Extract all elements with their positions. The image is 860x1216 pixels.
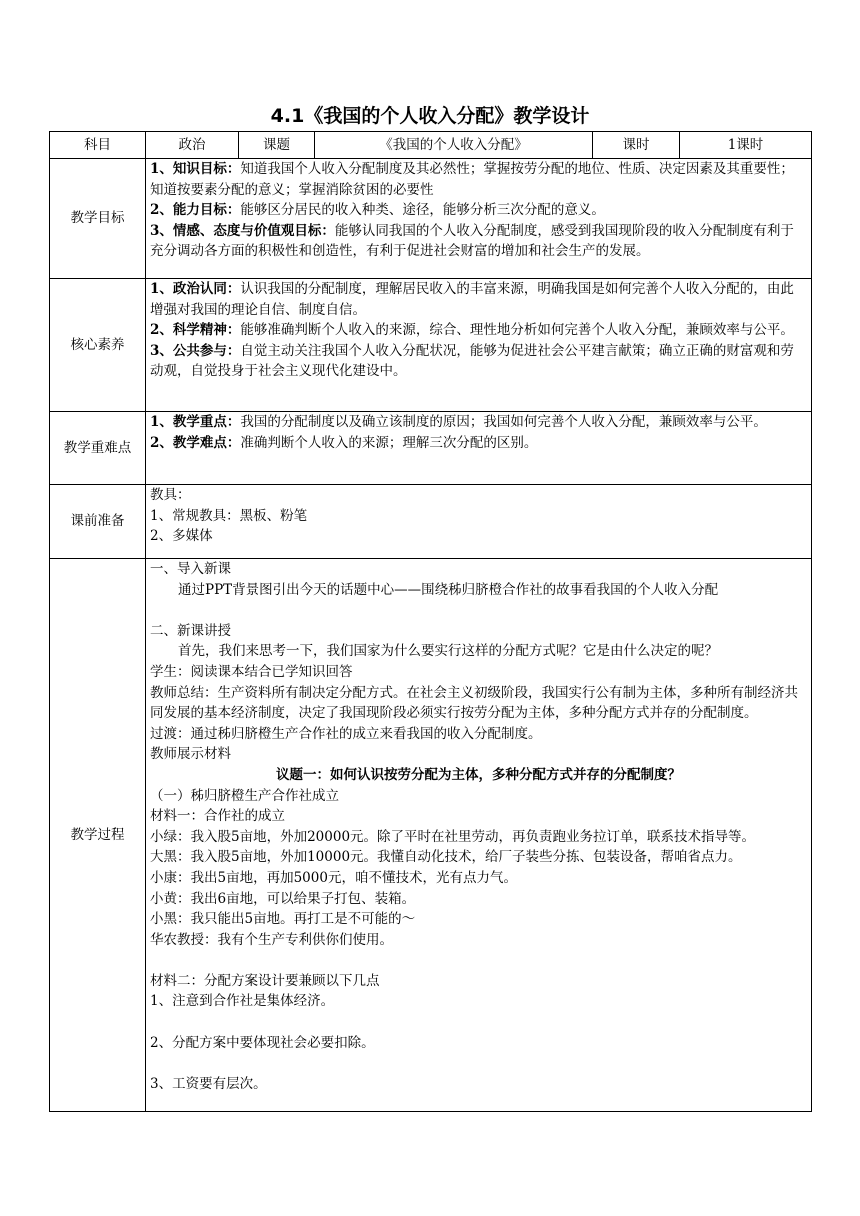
process-line: 1、注意到合作社是集体经济。 [150,993,335,1010]
literacy-content [146,279,812,412]
header-row [50,132,812,159]
process-line: 华农教授：我有个生产专利供你们使用。 [150,931,393,948]
subject-label: 科目 [50,132,146,159]
process-label: 教学过程 [50,559,146,1112]
blank-line [150,1012,807,1033]
process-line: 小黑：我只能出5亩地。再打工是不可能的～ [150,911,416,928]
process-line: （一）秭归脐橙生产合作社成立 [150,787,339,804]
prep-line: 教具： [150,487,191,503]
goals-content [146,159,812,279]
process-line: 2、分配方案中要体现社会必要扣除。 [150,1034,375,1051]
process-line: 一、导入新课 [150,561,231,577]
prep-row [50,485,812,559]
literacy-science: 2、科学精神：能够准确判断个人收入的来源，综合、理性地分析如何完善个人收入分配，兼顾效率与公平。 [150,322,794,339]
literacy-political: 1、政治认同：认识我国的分配制度，理解居民收入的丰富来源，明确我国是如何完善个人收入分配的，由此增强对我国的理论自信、制度自信。 [150,281,794,318]
goal-values: 3、情感、态度与价值观目标：能够认同我国的个人收入分配制度，感受到我国现阶段的收入分配制度有利于充分调动各方面的积极性和创造性，有利于促进社会财富的增加和社会生产的发展。 [150,222,794,260]
period-label: 课时 [593,132,680,159]
literacy-label: 核心素养 [50,279,146,412]
prep-line: 1、常规教具：黑板、粉笔 [150,507,308,524]
prep-label: 课前准备 [50,485,146,559]
goals-row [50,159,812,279]
keypoints-content [146,412,812,485]
process-line: 小康：我出5亩地，再加5000元，咱不懂技术，光有点力气。 [150,869,517,886]
subject-value: 政治 [146,132,239,159]
process-row [50,559,812,1112]
process-line: 教师总结：生产资料所有制决定分配方式。在社会主义初级阶段，我国实行公有制为主体，多种所有制经济共同发展的基本经济制度，决定了我国现阶段必须实行按劳分配为主体，多种分配方式并存的分配制度。 [150,684,798,722]
blank-line [150,950,807,971]
keypoints-row [50,412,812,485]
process-line: 过渡：通过秭归脐橙生产合作社的成立来看我国的收入分配制度。 [150,725,542,742]
topic-label: 课题 [239,132,315,159]
document-title: 4.1《我国的个人收入分配》教学设计 [270,105,590,127]
goals-label: 教学目标 [50,159,146,279]
keypoint-focus: 1、教学重点：我国的分配制度以及确立该制度的原因；我国如何完善个人收入分配，兼顾效率与公平。 [150,414,767,430]
blank-line [150,1053,807,1074]
goal-knowledge: 1、知识目标：知道我国个人收入分配制度及其必然性；掌握按劳分配的地位、性质、决定因素及其重要性；知道按要素分配的意义；掌握消除贫困的必要性 [150,161,794,198]
keypoint-difficulty: 2、教学难点：准确判断个人收入的来源；理解三次分配的区别。 [150,434,538,451]
process-line: 材料一：合作社的成立 [150,808,285,825]
keypoints-label: 教学重难点 [50,412,146,485]
process-content [146,559,812,1112]
goal-ability: 2、能力目标：能够区分居民的收入种类、途径，能够分析三次分配的意义。 [150,202,605,219]
topic-value: 《我国的个人收入分配》 [315,132,593,159]
process-line: 3、工资要有层次。 [150,1075,267,1092]
process-line: 材料二：分配方案设计要兼顾以下几点 [150,972,380,989]
process-line: 二、新课讲授 [150,622,231,639]
process-line: 小黄：我出6亩地，可以给果子打包、装箱。 [150,890,416,907]
prep-content [146,485,812,559]
issue-heading: 议题一：如何认识按劳分配为主体，多种分配方式并存的分配制度？ [276,766,681,783]
literacy-public: 3、公共参与：自觉主动关注我国个人收入分配状况，能够为促进社会公平建言献策；确立正确的财富观和劳动观，自觉投身于社会主义现代化建设中。 [150,342,794,380]
blank-line [150,600,807,621]
literacy-row [50,279,812,412]
period-value: 1课时 [680,132,812,159]
lesson-plan-table [49,131,812,1112]
process-line: 通过PPT背景图引出今天的话题中心——围绕秭归脐橙合作社的故事看我国的个人收入分配 [178,581,719,598]
process-line: 学生：阅读课本结合已学知识回答 [150,663,353,680]
process-line: 小绿：我入股5亩地，外加20000元。除了平时在社里劳动，再负责跑业务拉订单，联系技术指导等。 [150,828,756,845]
process-line: 首先，我们来思考一下，我们国家为什么要实行这样的分配方式呢？它是由什么决定的呢？ [178,643,718,660]
process-line: 大黑：我入股5亩地，外加10000元。我懂自动化技术，给厂子装些分拣、包装设备，帮咱省点力。 [150,849,742,866]
prep-line: 2、多媒体 [150,528,213,545]
process-line: 教师展示材料 [150,746,231,763]
